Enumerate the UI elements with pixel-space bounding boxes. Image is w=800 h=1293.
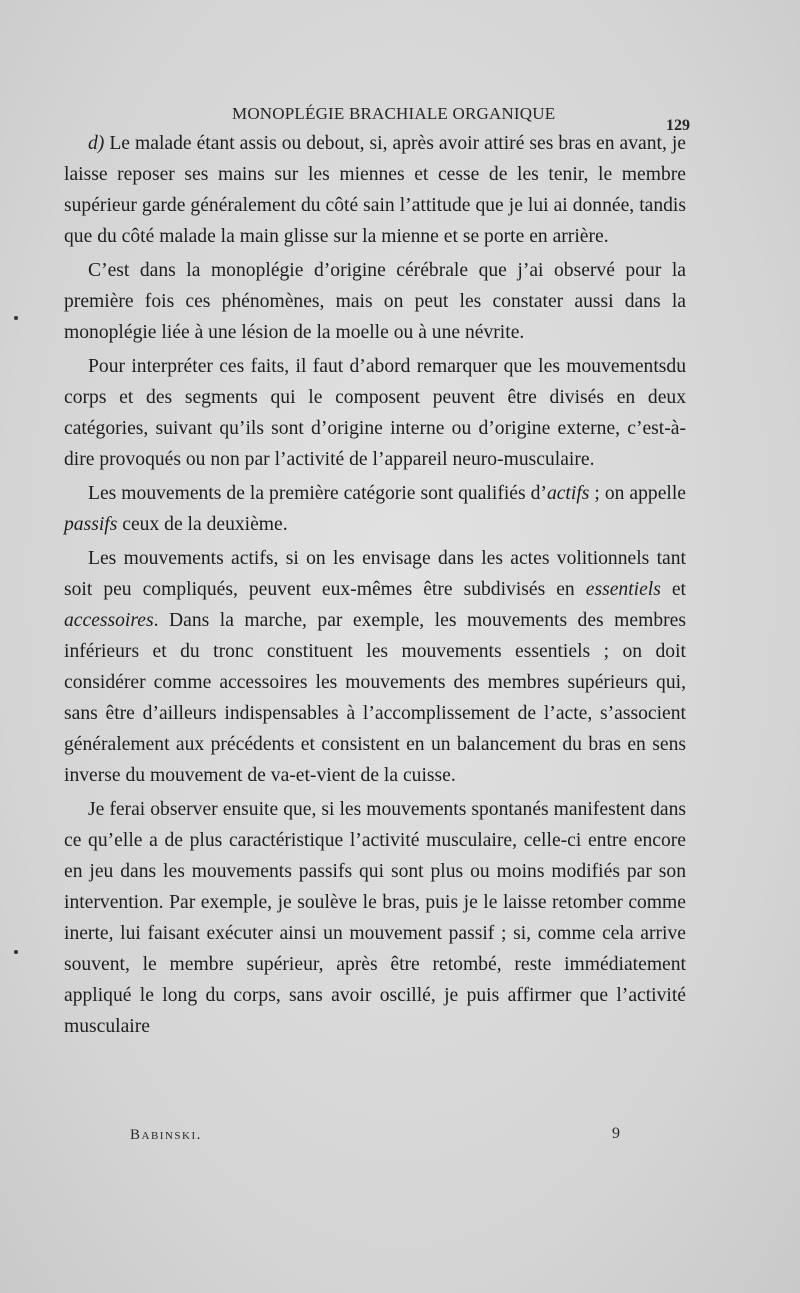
- italic-term: accessoires: [64, 610, 154, 631]
- text-run: C’est dans la monoplégie d’origine cérébrale que j’ai observé pour la première fois ces phénomènes, mais on peut les constater aussi dans la monoplégie liée à une lésion de la moelle ou à une névrite.: [64, 260, 686, 343]
- margin-speck: [14, 316, 18, 320]
- running-title: MONOPLÉGIE BRACHIALE ORGANIQUE: [232, 104, 556, 123]
- italic-term: passifs: [64, 514, 118, 535]
- body-text: [64, 128, 686, 1045]
- text-run: ceux de la deuxième.: [117, 514, 288, 535]
- paragraph: [64, 351, 686, 475]
- italic-term: d): [88, 133, 105, 154]
- paragraph: [64, 543, 686, 791]
- page-number: 129: [666, 117, 690, 134]
- text-run: Les mouvements de la première catégorie sont qualifiés d’: [88, 483, 547, 504]
- text-run: ; on appelle: [589, 483, 687, 504]
- text-run: . Dans la marche, par exemple, les mouvements des membres inférieurs et du tronc constituent les mouvements essentiels ; on doit considérer comme accessoires les mouvements des membres supérieurs qui, sans être d’ailleurs indispensables à l’accomplissement de l’acte, s’associent généralement aux précédents et consistent en un balancement du bras en sens inverse du mouvement de va-et-vient de la cuisse.: [64, 610, 686, 786]
- text-run: Pour interpréter ces faits, il faut d’abord remarquer que les mouvementsdu corps et des segments qui le composent peuvent être divisés en deux catégories, suivant qu’ils sont d’origine interne ou d’origine externe, c’est-à-dire provoqués ou non par l’activité de l’appareil neuro-musculaire.: [64, 356, 686, 470]
- text-run: Le malade étant assis ou debout, si, après avoir attiré ses bras en avant, je laisse reposer ses mains sur les miennes et cesse de les tenir, le membre supérieur garde généralement du côté sain l’attitude que je lui ai donnée, tandis que du côté malade la main glisse sur la mienne et se porte en arrière.: [64, 133, 686, 247]
- paragraph: [64, 478, 686, 540]
- text-run: et: [660, 579, 686, 600]
- paragraph: [64, 255, 686, 348]
- paragraph: [64, 794, 686, 1042]
- italic-term: actifs: [546, 483, 590, 504]
- italic-term: essentiels: [585, 579, 661, 600]
- footer-author: Babinski.: [130, 1127, 202, 1143]
- text-run: Les mouvements actifs, si on les envisage dans les actes volitionnels tant soit peu compliqués, peuvent eux-mêmes être subdivisés en: [64, 548, 686, 600]
- paragraph: [64, 128, 686, 252]
- margin-speck: [14, 950, 18, 954]
- text-run: Je ferai observer ensuite que, si les mouvements spontanés manifestent dans ce qu’elle a de plus caractéristique l’activité musculaire, celle-ci entre encore en jeu dans les mouvements passifs qui sont plus ou moins modifiés par son intervention. Par exemple, je soulève le bras, puis je le laisse retomber comme inerte, lui faisant exécuter ainsi un mouvement passif ; si, comme cela arrive souvent, le membre supérieur, après être retombé, reste immédiatement appliqué le long du corps, sans avoir oscillé, je puis affirmer que l’activité musculaire: [64, 799, 686, 1037]
- signature-mark: 9: [612, 1125, 620, 1142]
